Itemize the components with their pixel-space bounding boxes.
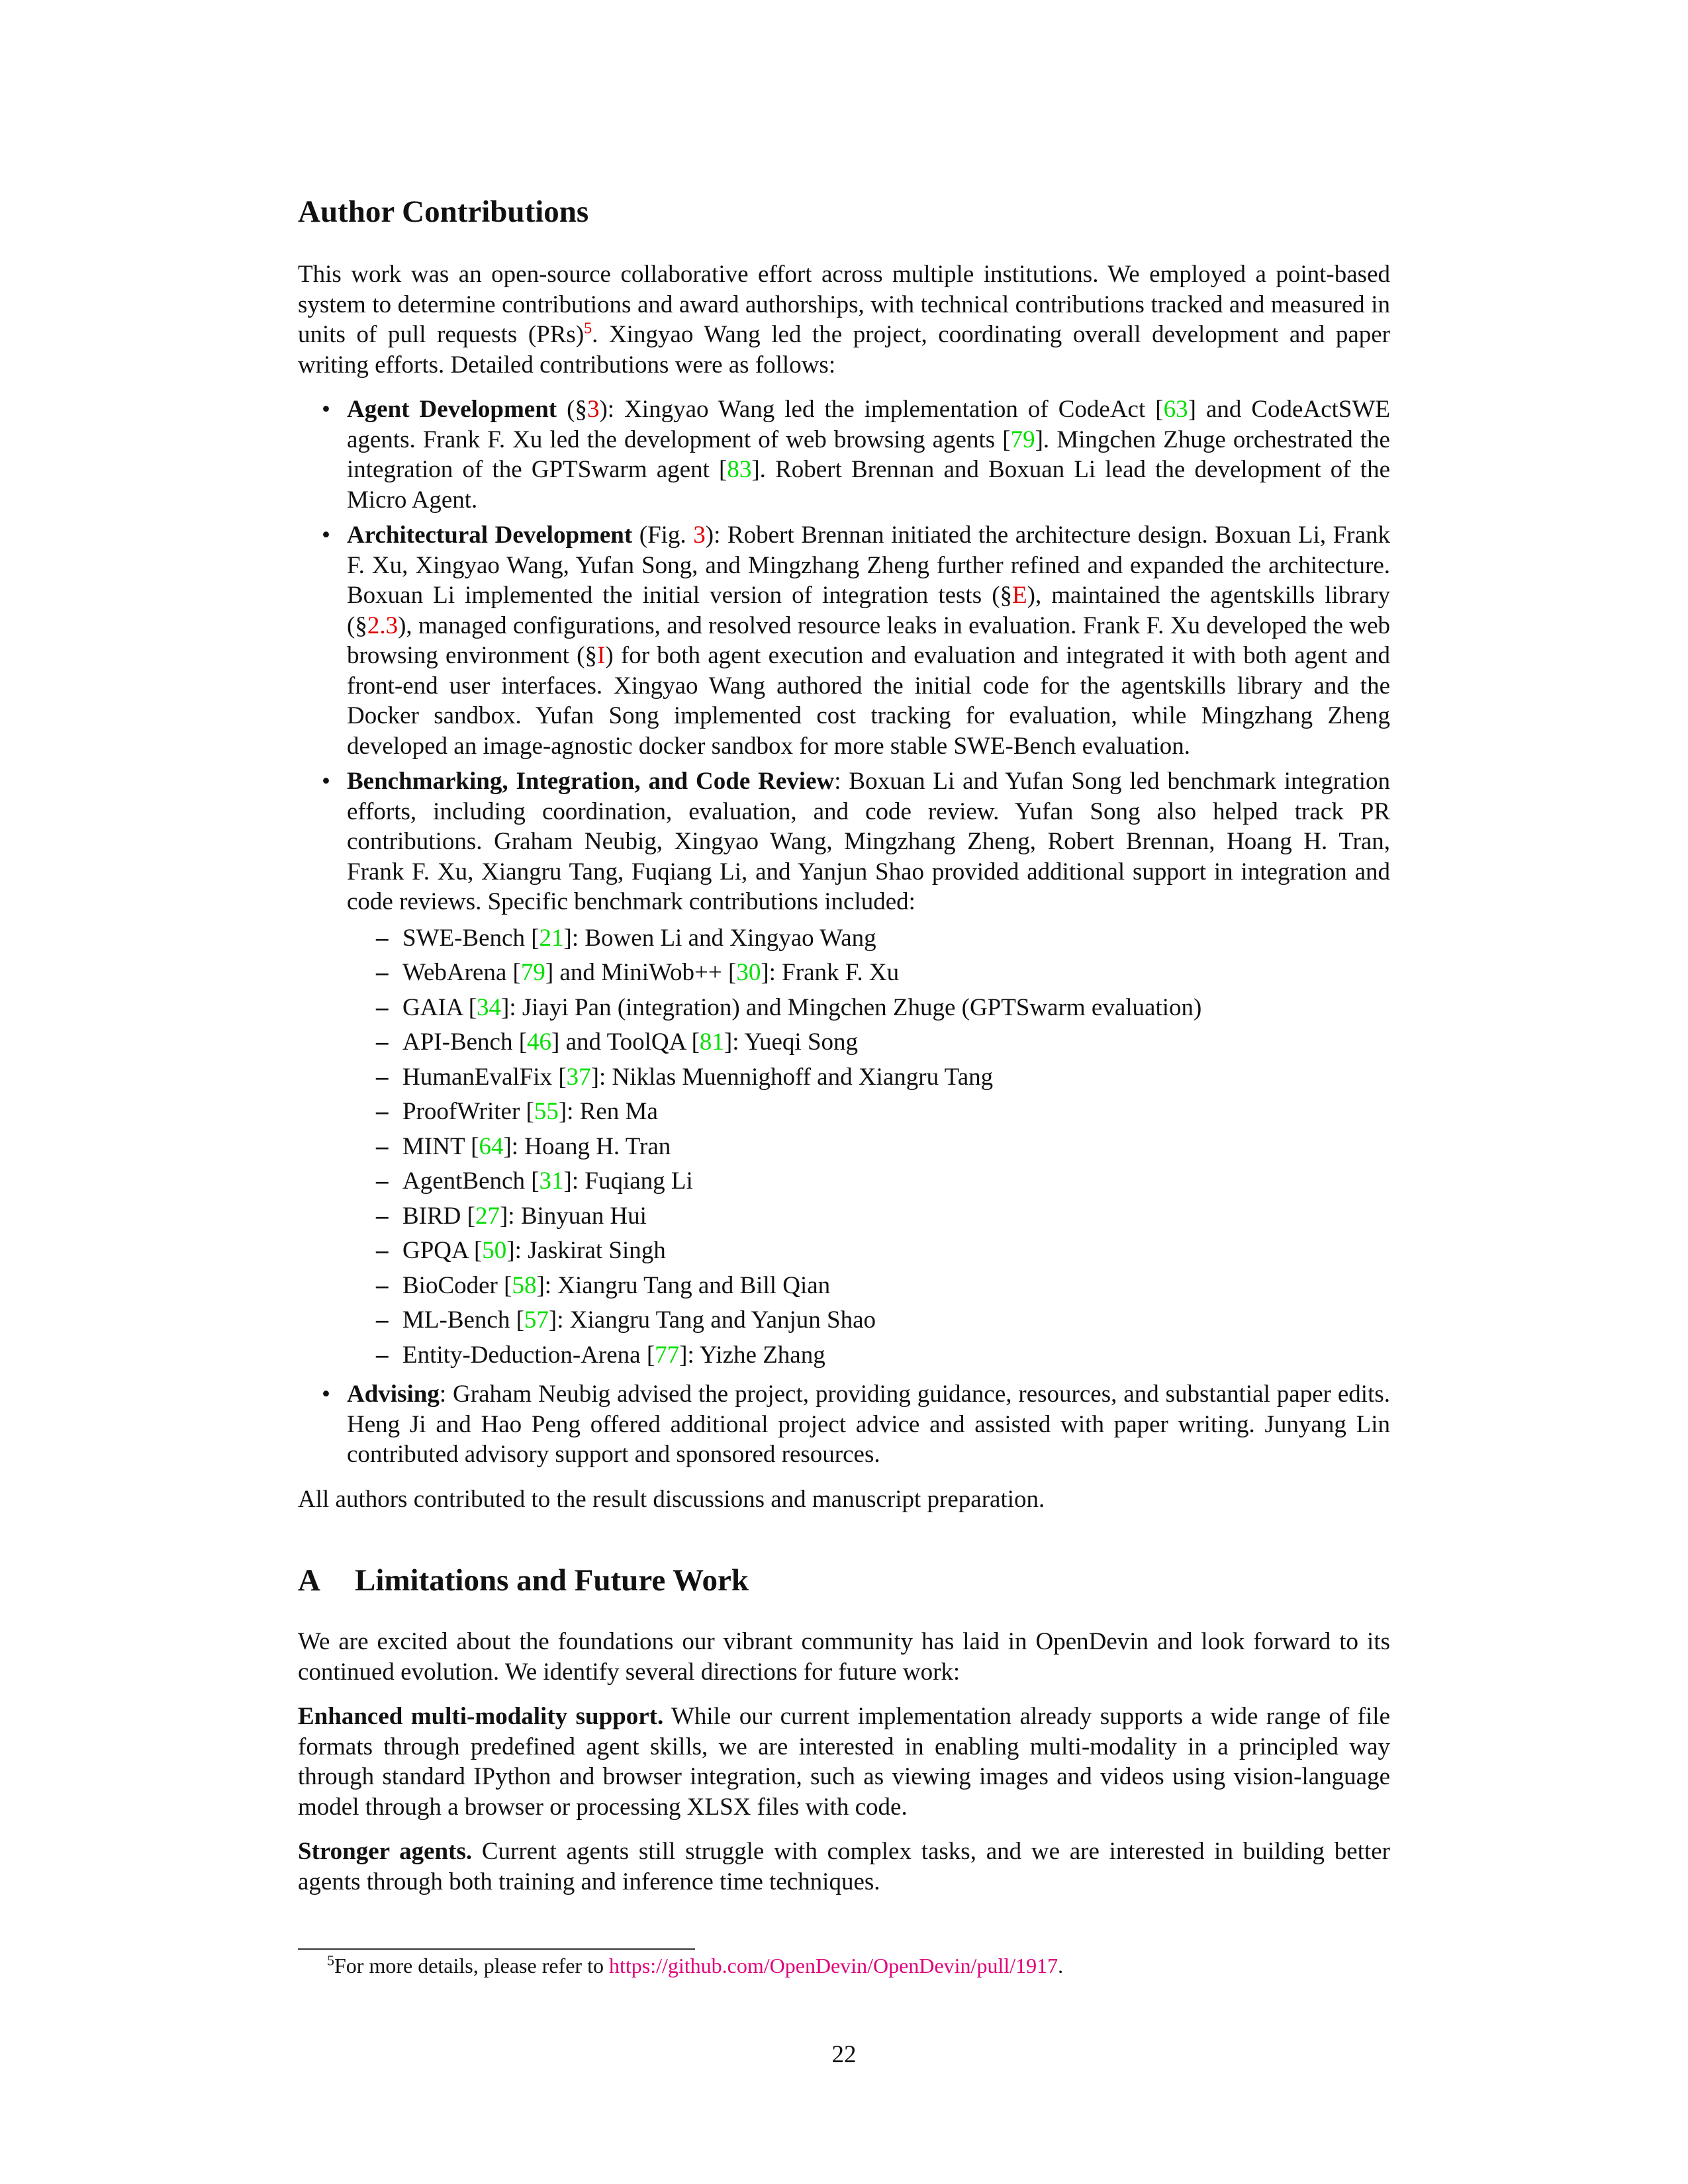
dash-icon: – — [376, 1237, 389, 1264]
list-item: – AgentBench [31]: Fuqiang Li — [347, 1164, 1390, 1199]
contribution-list — [298, 394, 1390, 1470]
bullet-icon: • — [322, 1381, 330, 1408]
author-contributions-closing: All authors contributed to the result discussions and manuscript preparation. — [298, 1485, 1045, 1513]
bullet-icon: • — [322, 522, 330, 549]
list-item: – HumanEvalFix [37]: Niklas Muennighoff and Xiangru Tang — [347, 1060, 1390, 1095]
citation-link[interactable]: 77 — [655, 1341, 680, 1369]
list-item: – Entity-Deduction-Arena [77]: Yizhe Zhang — [347, 1338, 1390, 1373]
author-contributions-intro: This work was an open-source collaborative effort across multiple institutions. We employed a point-based system to determine contributions and award authorships, with technical contributions tracked and measured in units of pull requests (PRs)$^5$. Xingyao Wang led the project, coordinating overall development and paper writing efforts. Detailed contributions were as follows: — [298, 261, 1390, 379]
citation-link[interactable]: 79 — [520, 959, 545, 986]
list-item: – MINT [64]: Hoang H. Tran — [347, 1130, 1390, 1165]
citation-link[interactable]: 81 — [699, 1028, 724, 1056]
bullet-icon: • — [322, 768, 330, 795]
bullet-agent-development: • Agent Development (§3): Xingyao Wang led the implementation of CodeAct [63] and CodeActSWE agents. Frank F. Xu led the development of web browsing agents [79]. Mingchen Zhuge orchestrated the integration of the GPTSwarm agent [83]. Robert Brennan and Boxuan Li lead the development of the Micro Agent. — [322, 396, 1391, 514]
benchmark-list — [347, 921, 1390, 1373]
dash-icon: – — [376, 1098, 389, 1125]
citation-link[interactable]: 58 — [512, 1271, 537, 1299]
crossref-link[interactable]: E — [1012, 582, 1027, 609]
dash-icon: – — [376, 1271, 389, 1299]
bullet-advising: • Advising: Graham Neubig advised the project, providing guidance, resources, and substantial paper edits. Heng Ji and Hao Peng offered additional project advice and assisted with paper writing. Junyang Lin contributed advisory support and sponsored resources. — [322, 1381, 1390, 1468]
section-number: A — [298, 1563, 320, 1598]
citation-link[interactable]: 55 — [534, 1098, 559, 1125]
footnote-divider — [298, 1948, 695, 1950]
list-item: – ML-Bench [57]: Xiangru Tang and Yanjun Shao — [347, 1303, 1390, 1338]
dash-icon: – — [376, 1341, 389, 1369]
footnote-5: $^5$For more details, please refer to https://github.com/OpenDevin/OpenDevin/pull/1917. — [327, 1952, 1064, 1978]
citation-link[interactable]: 57 — [524, 1306, 549, 1334]
bullet-architectural-development: • Architectural Development (Fig. 3): Robert Brennan initiated the architecture design. Boxuan Li, Frank F. Xu, Xingyao Wang, Yufan Song, and Mingzhang Zheng further refined and expanded the architecture. Boxuan Li implemented the initial version of integration tests (§E), maintained the agentskills library (§2.3), managed configurations, and resolved resource leaks in evaluation. Frank F. Xu developed the web browsing environment (§I) for both agent execution and evaluation and integrated it with both agent and front-end user interfaces. Xingyao Wang authored the initial code for the agentskills library and the Docker sandbox. Yufan Song implemented cost tracking for evaluation, while Mingzhang Zheng developed an image-agnostic docker sandbox for more stable SWE-Bench evaluation. — [322, 522, 1390, 760]
list-item: – WebArena [79] and MiniWob++ [30]: Frank F. Xu — [347, 956, 1390, 991]
dash-icon: – — [376, 1132, 389, 1160]
footnote-ref-5[interactable]: 5 — [584, 320, 592, 338]
dash-icon: – — [376, 1167, 389, 1195]
citation-link[interactable]: 63 — [1163, 396, 1188, 423]
page-number: 22 — [831, 2041, 857, 2068]
footnote-url-link[interactable]: https://github.com/OpenDevin/OpenDevin/pull/1917 — [608, 1954, 1058, 1978]
paragraph-heading: Stronger agents. — [298, 1838, 473, 1865]
list-item: – GPQA [50]: Jaskirat Singh — [347, 1234, 1390, 1269]
list-item: – BioCoder [58]: Xiangru Tang and Bill Qian — [347, 1269, 1390, 1304]
list-item: – SWE-Bench [21]: Bowen Li and Xingyao Wang — [347, 921, 1390, 956]
paragraph-heading: Enhanced multi-modality support. — [298, 1703, 664, 1730]
limitations-intro: We are excited about the foundations our vibrant community has laid in OpenDevin and look forward to its continued evolution. We identify several directions for future work: — [298, 1628, 1390, 1686]
dash-icon: – — [376, 993, 389, 1021]
dash-icon: – — [376, 1028, 389, 1056]
crossref-link[interactable]: 2.3 — [367, 612, 399, 639]
citation-link[interactable]: 79 — [1010, 426, 1035, 453]
citation-link[interactable]: 46 — [527, 1028, 552, 1056]
dash-icon: – — [376, 924, 389, 952]
citation-link[interactable]: 27 — [475, 1202, 500, 1230]
dash-icon: – — [376, 1306, 389, 1334]
list-item: – BIRD [27]: Binyuan Hui — [347, 1199, 1390, 1234]
citation-link[interactable]: 64 — [479, 1132, 504, 1160]
paragraph-multimodality: Enhanced multi-modality support. While our current implementation already supports a wide range of file formats through predefined agent skills, we are interested in enabling multi-modality in a principled way through standard IPython and browser integration, such as viewing images and videos using vision-language model through a browser or processing XLSX files with code. — [298, 1703, 1390, 1821]
bullet-icon: • — [322, 396, 330, 423]
crossref-link[interactable]: 3 — [693, 522, 706, 549]
dash-icon: – — [376, 1063, 389, 1091]
page-body — [298, 192, 1390, 1911]
citation-link[interactable]: 30 — [736, 959, 761, 986]
crossref-link[interactable]: I — [597, 642, 606, 669]
section-title-author-contributions: Author Contributions — [298, 195, 589, 229]
citation-link[interactable]: 31 — [539, 1167, 564, 1195]
citation-link[interactable]: 21 — [539, 924, 564, 952]
list-item: – API-Bench [46] and ToolQA [81]: Yueqi Song — [347, 1025, 1390, 1060]
citation-link[interactable]: 34 — [477, 993, 502, 1021]
section-title-limitations: A Limitations and Future Work — [298, 1561, 1390, 1600]
citation-link[interactable]: 37 — [566, 1063, 591, 1091]
citation-link[interactable]: 50 — [482, 1237, 507, 1264]
dash-icon: – — [376, 959, 389, 986]
list-item: – GAIA [34]: Jiayi Pan (integration) and Mingchen Zhuge (GPTSwarm evaluation) — [347, 991, 1390, 1026]
dash-icon: – — [376, 1202, 389, 1230]
crossref-link[interactable]: 3 — [586, 396, 600, 423]
paragraph-stronger-agents: Stronger agents. Current agents still struggle with complex tasks, and we are interested in building better agents through both training and inference time techniques. — [298, 1838, 1390, 1895]
list-item: – ProofWriter [55]: Ren Ma — [347, 1095, 1390, 1130]
bullet-benchmarking: • Benchmarking, Integration, and Code Review: Boxuan Li and Yufan Song led benchmark integration efforts, including coordination, evaluation, and code review. Yufan Song also helped track PR contributions. Graham Neubig, Xingyao Wang, Mingzhang Zheng, Robert Brennan, Hoang H. Tran, Frank F. Xu, Xiangru Tang, Fuqiang Li, and Yanjun Shao provided additional support in integration and code reviews. Specific benchmark contributions included: – SWE-Bench [21]: Bowen Li and Xingyao Wang – WebArena [79] and MiniWob++ [30]: Frank F. Xu – GAIA [34]: Jiayi Pan (integration) and Mingchen Zhuge (GPTSwarm evaluation) – API-Bench [46] and ToolQA [81]: Yueqi Song – HumanEvalFix [37]: Niklas Muennighoff and Xiangru Tang – ProofWriter [55]: Ren Ma – MINT [64]: Hoang H. Tran – AgentBench [31]: Fuqiang Li – BIRD [27]: Binyuan Hui – GPQA [50]: Jaskirat Singh – BioCoder [58]: Xiangru Tang and Bill Qian – ML-Bench [57]: Xiangru Tang and Yanjun Shao – Entity-Deduction-Arena [77]: Yizhe Zhang — [298, 766, 1390, 1373]
citation-link[interactable]: 83 — [727, 456, 752, 483]
